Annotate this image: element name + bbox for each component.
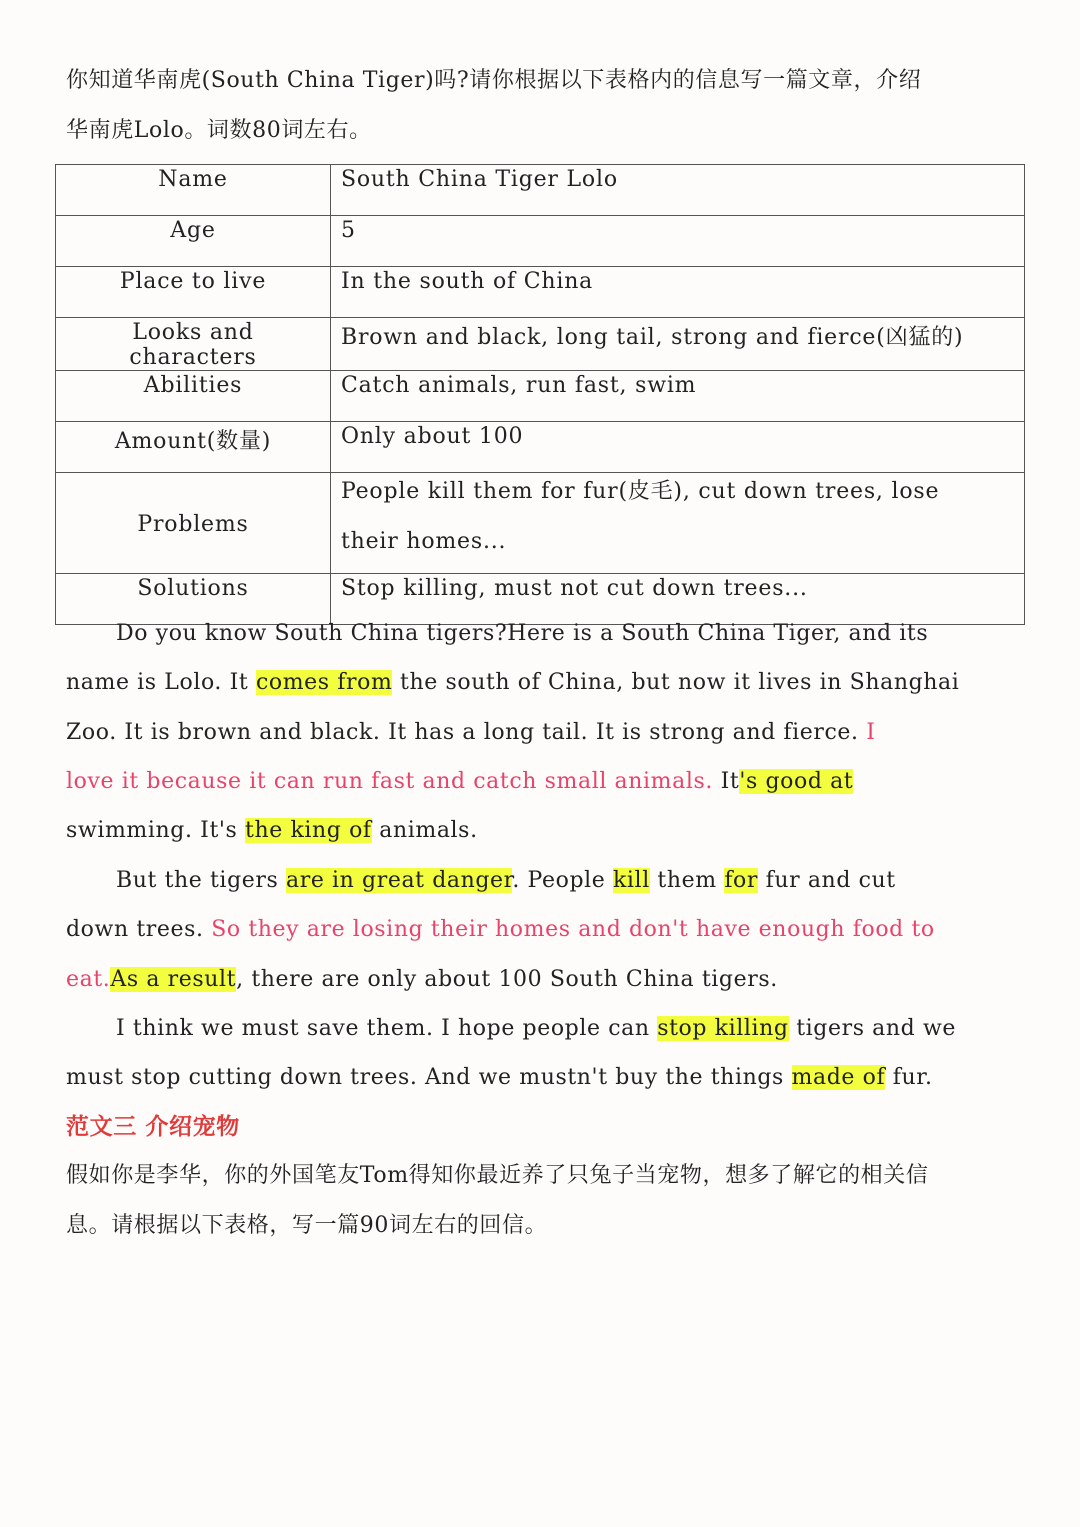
row-value-line-2: their homes... bbox=[341, 529, 507, 554]
row-value: Catch animals, run fast, swim bbox=[331, 371, 1025, 422]
essay-p3-line-1 bbox=[116, 1014, 1014, 1044]
essay-p2-line-3 bbox=[66, 965, 1014, 995]
highlighted-phrase: kill bbox=[612, 868, 650, 893]
row-label: Name bbox=[56, 165, 331, 216]
row-label: Solutions bbox=[56, 574, 331, 625]
text-run: tigers and we bbox=[788, 1016, 956, 1041]
text-run: down trees. bbox=[66, 917, 212, 942]
section-heading: 范文三 介绍宠物 bbox=[66, 1114, 240, 1140]
row-label: Abilities bbox=[56, 371, 331, 422]
table-row bbox=[56, 216, 1025, 267]
text-run: must stop cutting down trees. And we mustn't buy the things bbox=[66, 1065, 792, 1090]
text-run: , there are only about 100 South China tigers. bbox=[236, 967, 778, 992]
essay-p3-line-2 bbox=[66, 1063, 1014, 1093]
text-run: . People bbox=[512, 868, 613, 893]
highlighted-phrase: the king of bbox=[245, 818, 372, 843]
table-row bbox=[56, 165, 1025, 216]
highlighted-phrase: for bbox=[724, 868, 759, 893]
row-label: Problems bbox=[56, 473, 331, 574]
table-row bbox=[56, 574, 1025, 625]
row-label: Age bbox=[56, 216, 331, 267]
row-label: Amount(数量) bbox=[56, 422, 331, 473]
table-row bbox=[56, 267, 1025, 318]
row-value: 5 bbox=[331, 216, 1025, 267]
essay-p1-line-1: Do you know South China tigers?Here is a South China Tiger, and its bbox=[116, 621, 929, 646]
text-run: fur and cut bbox=[758, 868, 896, 893]
table-row bbox=[56, 422, 1025, 473]
highlighted-phrase: are in great danger bbox=[285, 868, 513, 893]
section-line-1: 假如你是李华，你的外国笔友Tom得知你最近养了只兔子当宠物，想多了解它的相关信 bbox=[66, 1163, 929, 1188]
highlighted-phrase: As a result bbox=[110, 967, 237, 992]
text-run: swimming. It's bbox=[66, 818, 246, 843]
row-value bbox=[331, 473, 1025, 574]
info-table bbox=[55, 164, 1025, 625]
red-text: I bbox=[866, 720, 876, 745]
row-value-line-1: People kill them for fur(皮毛), cut down trees, lose bbox=[341, 479, 940, 504]
essay-p1-line-4 bbox=[66, 767, 1014, 797]
text-run: I think we must save them. I hope people can bbox=[116, 1016, 658, 1041]
essay-p2-line-2 bbox=[66, 915, 1014, 945]
highlighted-phrase: 's good at bbox=[739, 769, 854, 794]
red-text: So they are losing their homes and don't have enough food to bbox=[211, 917, 935, 942]
essay-p2-line-1 bbox=[116, 866, 1014, 896]
intro-line-1: 你知道华南虎(South China Tiger)吗?请你根据以下表格内的信息写一篇文章，介绍 bbox=[66, 68, 922, 93]
text-run: Zoo. It is brown and black. It has a long tail. It is strong and fierce. bbox=[66, 720, 867, 745]
table-row bbox=[56, 318, 1025, 371]
intro-line-2: 华南虎Lolo。词数80词左右。 bbox=[66, 118, 372, 143]
highlighted-phrase: stop killing bbox=[657, 1016, 789, 1041]
highlighted-phrase: comes from bbox=[255, 670, 393, 695]
row-value: South China Tiger Lolo bbox=[331, 165, 1025, 216]
text-run: animals. bbox=[371, 818, 478, 843]
text-run: It bbox=[712, 769, 740, 794]
row-label: Looks and characters bbox=[56, 318, 331, 371]
red-text: love it because it can run fast and catch small animals. bbox=[66, 769, 713, 794]
text-run: the south of China, but now it lives in Shanghai bbox=[392, 670, 960, 695]
text-run: fur. bbox=[885, 1065, 933, 1090]
essay-p1-line-2 bbox=[66, 668, 1014, 698]
text-run: But the tigers bbox=[116, 868, 286, 893]
text-run: name is Lolo. It bbox=[66, 670, 256, 695]
essay-p1-line-5 bbox=[66, 816, 1014, 846]
essay-p1-line-3 bbox=[66, 718, 1014, 748]
row-value: Stop killing, must not cut down trees... bbox=[331, 574, 1025, 625]
section-line-2: 息。请根据以下表格，写一篇90词左右的回信。 bbox=[66, 1213, 548, 1238]
table-row bbox=[56, 473, 1025, 574]
row-value: Only about 100 bbox=[331, 422, 1025, 473]
table-row bbox=[56, 371, 1025, 422]
text-run: them bbox=[649, 868, 725, 893]
row-value: Brown and black, long tail, strong and fierce(凶猛的) bbox=[331, 318, 1025, 371]
red-text: eat. bbox=[66, 967, 111, 992]
row-value: In the south of China bbox=[331, 267, 1025, 318]
row-label: Place to live bbox=[56, 267, 331, 318]
highlighted-phrase: made of bbox=[791, 1065, 886, 1090]
